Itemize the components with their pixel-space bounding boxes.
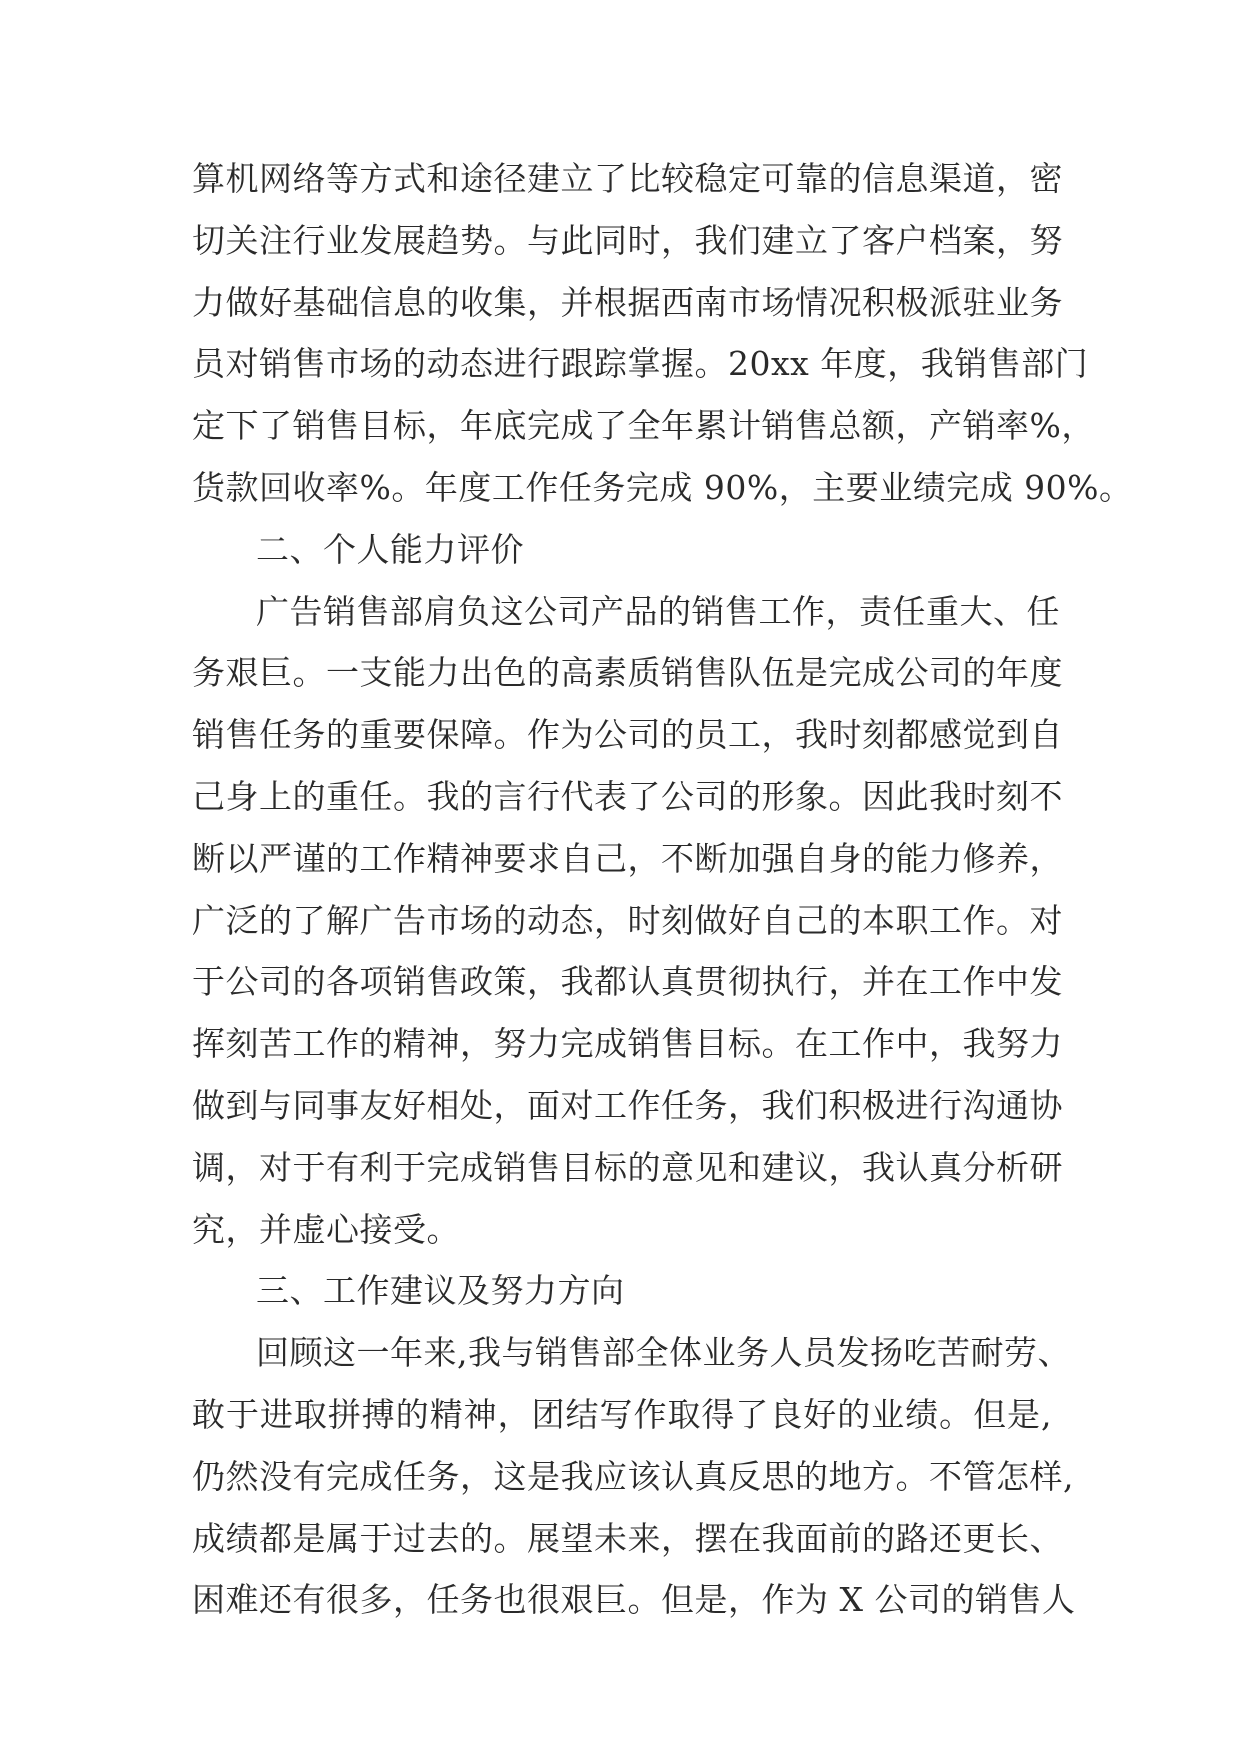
- paragraph-start: 回顾这一年来,我与销售部全体业务人员发扬吃苦耐劳、: [256, 1333, 1071, 1373]
- text-line: 切关注行业发展趋势。与此同时，我们建立了客户档案，努: [192, 220, 1063, 260]
- text-line: 广泛的了解广告市场的动态，时刻做好自己的本职工作。对: [192, 900, 1063, 940]
- paragraph-start: 广告销售部肩负这公司产品的销售工作，责任重大、任: [256, 591, 1060, 631]
- text-line: 挥刻苦工作的精神，努力完成销售目标。在工作中，我努力: [192, 1024, 1063, 1064]
- text-line: 敢于进取拼搏的精神，团结写作取得了良好的业绩。但是,: [192, 1394, 1052, 1434]
- text-line: 于公司的各项销售政策，我都认真贯彻执行，并在工作中发: [192, 962, 1063, 1002]
- section-heading-2: 二、个人能力评价: [256, 529, 524, 569]
- text-line: 员对销售市场的动态进行跟踪掌握。20xx 年度，我销售部门: [192, 344, 1089, 384]
- text-line: 销售任务的重要保障。作为公司的员工，我时刻都感觉到自: [192, 715, 1063, 755]
- text-line: 困难还有很多，任务也很艰巨。但是，作为 X 公司的销售人: [192, 1580, 1076, 1620]
- section-heading-3: 三、工作建议及努力方向: [256, 1271, 625, 1311]
- text-line: 货款回收率%。年度工作任务完成 90%，主要业绩完成 90%。: [192, 467, 1133, 507]
- text-line: 定下了销售目标，年底完成了全年累计销售总额，产销率%，: [192, 406, 1095, 446]
- text-line: 做到与同事友好相处，面对工作任务，我们积极进行沟通协: [192, 1085, 1063, 1125]
- text-line: 己身上的重任。我的言行代表了公司的形象。因此我时刻不: [192, 776, 1063, 816]
- paragraph-end: 究，并虚心接受。: [192, 1209, 460, 1249]
- text-line: 务艰巨。一支能力出色的高素质销售队伍是完成公司的年度: [192, 653, 1063, 693]
- text-line: 力做好基础信息的收集，并根据西南市场情况积极派驻业务: [192, 282, 1063, 322]
- text-line: 成绩都是属于过去的。展望未来，摆在我面前的路还更长、: [192, 1518, 1063, 1558]
- text-line: 仍然没有完成任务，这是我应该认真反思的地方。不管怎样,: [192, 1456, 1074, 1496]
- text-line: 断以严谨的工作精神要求自己，不断加强自身的能力修养，: [192, 838, 1063, 878]
- text-line: 算机网络等方式和途径建立了比较稳定可靠的信息渠道，密: [192, 159, 1063, 198]
- document-body: [192, 148, 1133, 1631]
- text-line: 调，对于有利于完成销售目标的意见和建议，我认真分析研: [192, 1147, 1063, 1187]
